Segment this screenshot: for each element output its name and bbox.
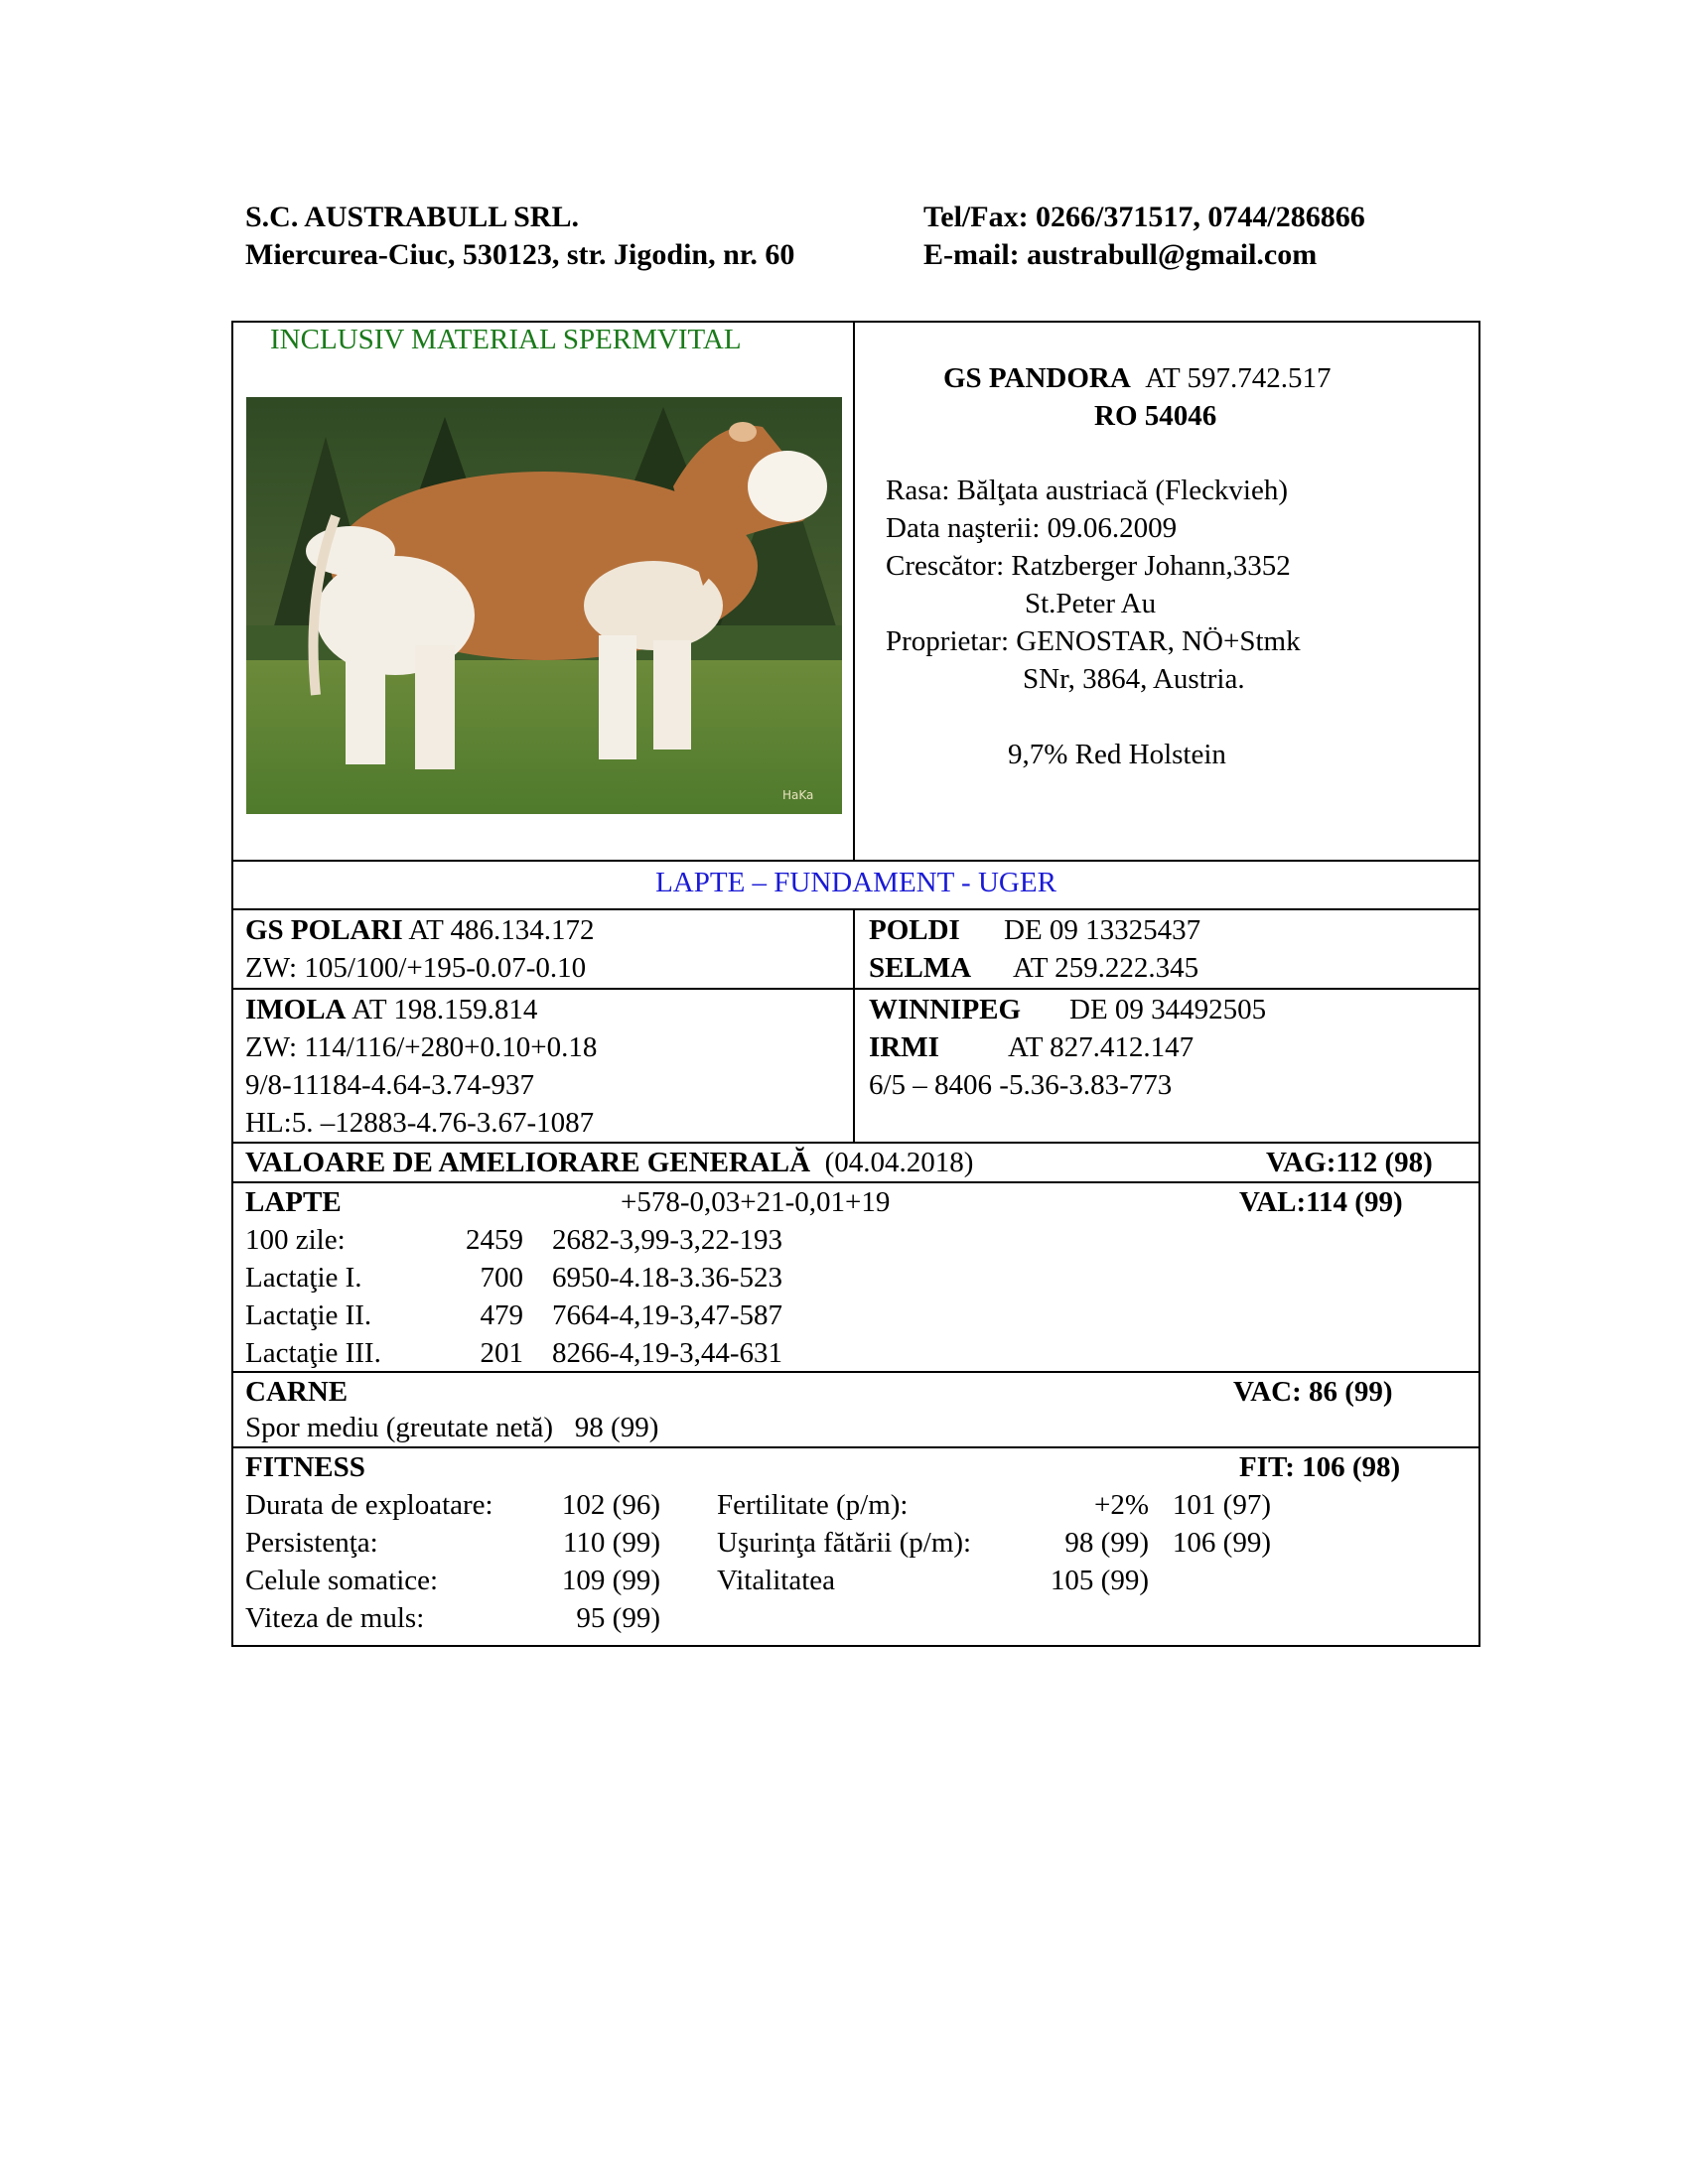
fitness-right-row: [717, 1562, 1149, 1599]
fitness-label: Persistenţa:: [245, 1527, 378, 1559]
fitness-value: +2%: [1093, 1489, 1149, 1521]
bull-title: [943, 359, 1331, 397]
fit-value: FIT: 106 (98): [1239, 1451, 1401, 1483]
fitness-title: FITNESS: [245, 1451, 365, 1483]
milk-row: [245, 1259, 782, 1297]
sire-line: [245, 911, 595, 949]
email: E-mail: austrabull@gmail.com: [923, 238, 1318, 271]
milk-row-label: 100 zile:: [245, 1224, 346, 1256]
dam-sire-line: [869, 991, 1266, 1028]
fitness-label: Uşurinţa fătării (p/m):: [717, 1527, 972, 1559]
dam-sire-id: DE 09 34492505: [1069, 994, 1267, 1025]
sire-sire-name: POLDI: [869, 914, 960, 946]
dam-dam-lactation: 6/5 – 8406 -5.36-3.83-773: [869, 1069, 1173, 1101]
fitness-value: 98 (99): [1064, 1527, 1149, 1559]
milk-row-count: 2459: [466, 1224, 523, 1256]
phone-fax: Tel/Fax: 0266/371517, 0744/286866: [923, 201, 1365, 233]
milk-title: LAPTE: [245, 1186, 342, 1218]
spermvital-banner: INCLUSIV MATERIAL SPERMVITAL: [270, 324, 742, 355]
bull-photo: [246, 397, 842, 814]
milk-row: [245, 1334, 782, 1372]
dam-dam-name: IRMI: [869, 1031, 939, 1063]
average-gain-label: Spor mediu (greutate netă): [245, 1412, 554, 1443]
owner-location: SNr, 3864, Austria.: [1023, 663, 1245, 695]
sire-dam-id: AT 259.222.345: [1013, 952, 1199, 984]
milk-row-label: Lactaţie I.: [245, 1262, 362, 1294]
fitness-label: Fertilitate (p/m):: [717, 1489, 909, 1521]
milk-row-data: 7664-4,19-3,47-587: [552, 1299, 782, 1331]
photo-signature: HaKa: [782, 788, 814, 802]
milk-row-label: Lactaţie III.: [245, 1337, 381, 1369]
sire-sire-id: DE 09 13325437: [1004, 914, 1201, 946]
sire-dam-name: SELMA: [869, 952, 972, 984]
red-holstein-percentage: 9,7% Red Holstein: [1008, 739, 1226, 770]
average-gain: [245, 1409, 658, 1446]
fitness-label: Celule somatice:: [245, 1565, 439, 1596]
milk-row-data: 8266-4,19-3,44-631: [552, 1337, 782, 1369]
fitness-right-row: [717, 1524, 1271, 1562]
breeder-location: St.Peter Au: [1025, 588, 1157, 619]
divider: [231, 908, 1480, 910]
fitness-label: Vitalitatea: [717, 1565, 836, 1596]
bull-name: GS PANDORA: [943, 362, 1131, 394]
fitness-left-row: [245, 1524, 660, 1562]
breeder: Crescător: Ratzberger Johann,3352: [886, 550, 1291, 582]
milk-row-count: 700: [480, 1262, 523, 1294]
divider: [231, 988, 1480, 990]
dam-lactation: 9/8-11184-4.64-3.74-937: [245, 1069, 535, 1101]
birth-date: Data naşterii: 09.06.2009: [886, 512, 1178, 544]
fitness-value: 102 (96): [561, 1489, 660, 1521]
owner: Proprietar: GENOSTAR, NÖ+Stmk: [886, 625, 1301, 657]
bull-id: AT 597.742.517: [1145, 362, 1332, 394]
milk-row-count: 201: [480, 1337, 523, 1369]
company-name: S.C. AUSTRABULL SRL.: [245, 201, 579, 233]
fitness-left-row: [245, 1562, 660, 1599]
fitness-value: 109 (99): [561, 1565, 660, 1596]
sire-zw: ZW: 105/100/+195-0.07-0.10: [245, 952, 587, 984]
vac-value: VAC: 86 (99): [1233, 1376, 1393, 1408]
fitness-extra: 106 (99): [1172, 1527, 1271, 1559]
company-address: Miercurea-Ciuc, 530123, str. Jigodin, nr. 60: [245, 238, 795, 271]
milk-row-data: 6950-4.18-3.36-523: [552, 1262, 782, 1294]
dam-id: AT 198.159.814: [352, 994, 538, 1025]
section-title: LAPTE – FUNDAMENT - UGER: [655, 867, 1056, 898]
fitness-value: 95 (99): [576, 1602, 660, 1634]
fitness-right-row: [717, 1486, 1271, 1524]
sire-dam-line: [869, 949, 1198, 987]
sire-id: AT 486.134.172: [408, 914, 595, 946]
fitness-left-row: [245, 1486, 660, 1524]
dam-sire-name: WINNIPEG: [869, 994, 1022, 1025]
divider: [853, 321, 855, 862]
vag-value: VAG:112 (98): [1266, 1147, 1433, 1178]
fitness-value: 110 (99): [563, 1527, 660, 1559]
milk-row: [245, 1221, 782, 1259]
milk-row-label: Lactaţie II.: [245, 1299, 372, 1331]
milk-values: +578-0,03+21-0,01+19: [621, 1186, 891, 1218]
breed: Rasa: Bălţata austriacă (Fleckvieh): [886, 475, 1289, 506]
dam-line: [245, 991, 537, 1028]
milk-row-data: 2682-3,99-3,22-193: [552, 1224, 782, 1256]
general-date: (04.04.2018): [824, 1147, 974, 1178]
dam-dam-line: [869, 1028, 1194, 1066]
fitness-value: 105 (99): [1050, 1565, 1149, 1596]
dam-name: IMOLA: [245, 994, 347, 1025]
fitness-left-row: [245, 1599, 660, 1637]
ro-id: RO 54046: [1094, 400, 1217, 432]
dam-highest-lactation: HL:5. –12883-4.76-3.67-1087: [245, 1107, 595, 1139]
general-title: VALOARE DE AMELIORARE GENERALĂ: [245, 1147, 811, 1178]
divider: [853, 908, 855, 1142]
meat-title: CARNE: [245, 1376, 349, 1408]
dam-zw: ZW: 114/116/+280+0.10+0.18: [245, 1031, 598, 1063]
dam-dam-id: AT 827.412.147: [1008, 1031, 1195, 1063]
milk-row: [245, 1297, 782, 1334]
general-value-title: [245, 1144, 973, 1181]
sire-sire-line: [869, 911, 1200, 949]
average-gain-value: 98 (99): [574, 1412, 659, 1443]
divider: [231, 860, 1480, 862]
sire-name: GS POLARI: [245, 914, 403, 946]
milk-row-count: 479: [480, 1299, 523, 1331]
fitness-extra: 101 (97): [1172, 1489, 1271, 1521]
fitness-label: Durata de exploatare:: [245, 1489, 493, 1521]
fitness-label: Viteza de muls:: [245, 1602, 425, 1634]
val-value: VAL:114 (99): [1239, 1186, 1403, 1218]
